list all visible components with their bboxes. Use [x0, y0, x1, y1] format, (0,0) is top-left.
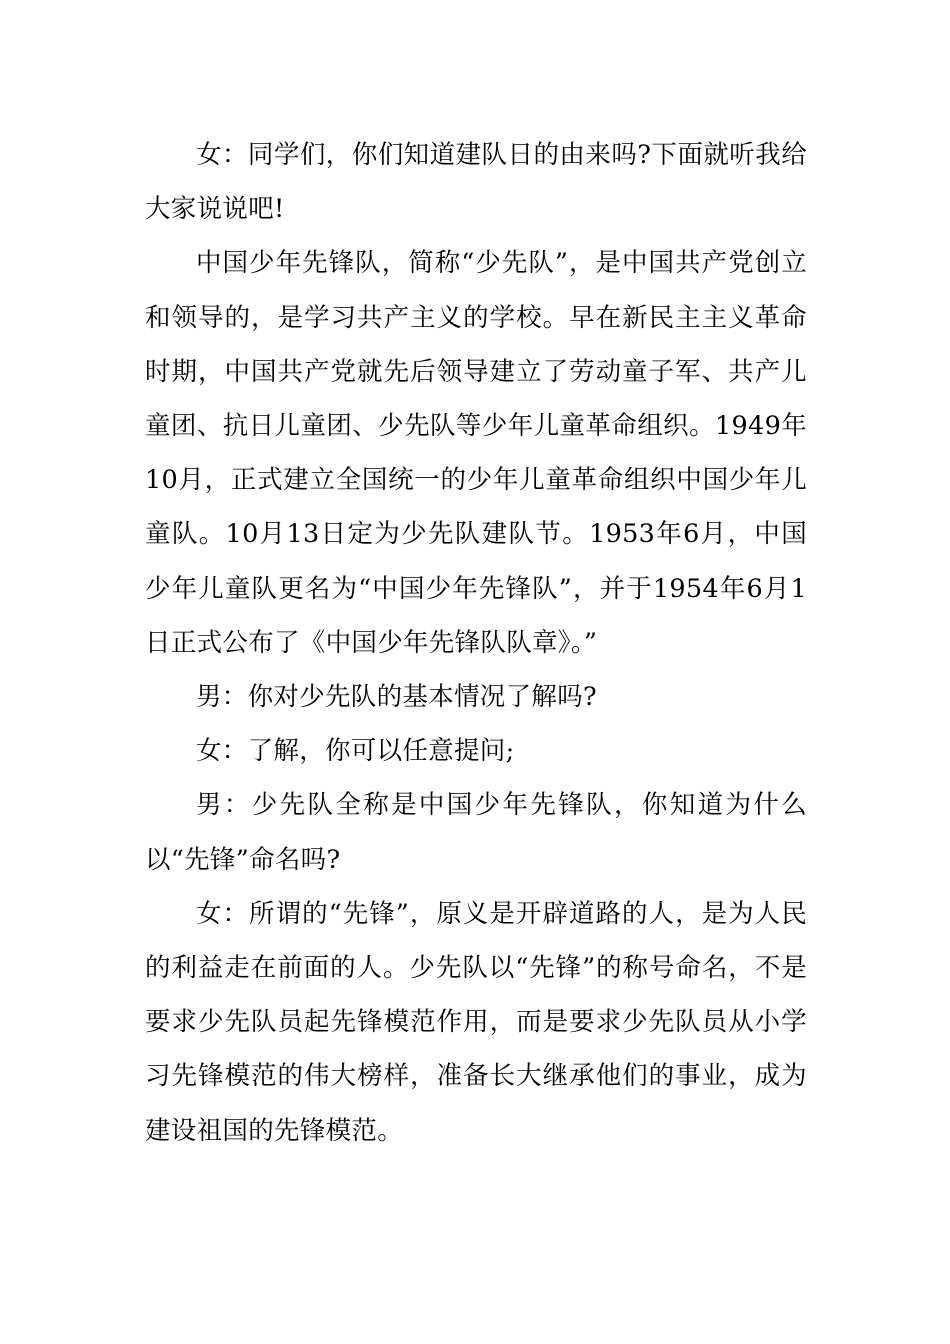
paragraph-question-2: 男：少先队全称是中国少年先锋队，你知道为什么以“先锋”命名吗? — [145, 790, 807, 875]
paragraph-intro: 女：同学们，你们知道建队日的由来吗?下面就听我给大家说说吧! — [145, 140, 807, 225]
paragraph-answer-2: 女：所谓的“先锋”，原义是开辟道路的人，是为人民的利益走在前面的人。少先队以“先锋”的称号命名，不是要求少先队员起先锋模范作用，而是要求少先队员从小学习先锋模范的伟大榜样，准备长大继承他们的事业，成为建设祖国的先锋模范。 — [145, 898, 807, 1146]
paragraph-answer-1: 女：了解，你可以任意提问; — [196, 736, 515, 767]
paragraph-question-1: 男：你对少先队的基本情况了解吗? — [196, 682, 597, 713]
paragraph-history: 中国少年先锋队，简称“少先队”，是中国共产党创立和领导的，是学习共产主义的学校。早在新民主主义革命时期，中国共产党就先后领导建立了劳动童子军、共产儿童团、抗日儿童团、少先队等少年儿童革命组织。1949年10月，正式建立全国统一的少年儿童革命组织中国少年儿童队。10月13日定为少先队建队节。1953年6月，中国少年儿童队更名为“中国少年先锋队”，并于1954年6月1日正式公布了《中国少年先锋队队章》。” — [145, 248, 807, 658]
document-page — [145, 128, 807, 1158]
